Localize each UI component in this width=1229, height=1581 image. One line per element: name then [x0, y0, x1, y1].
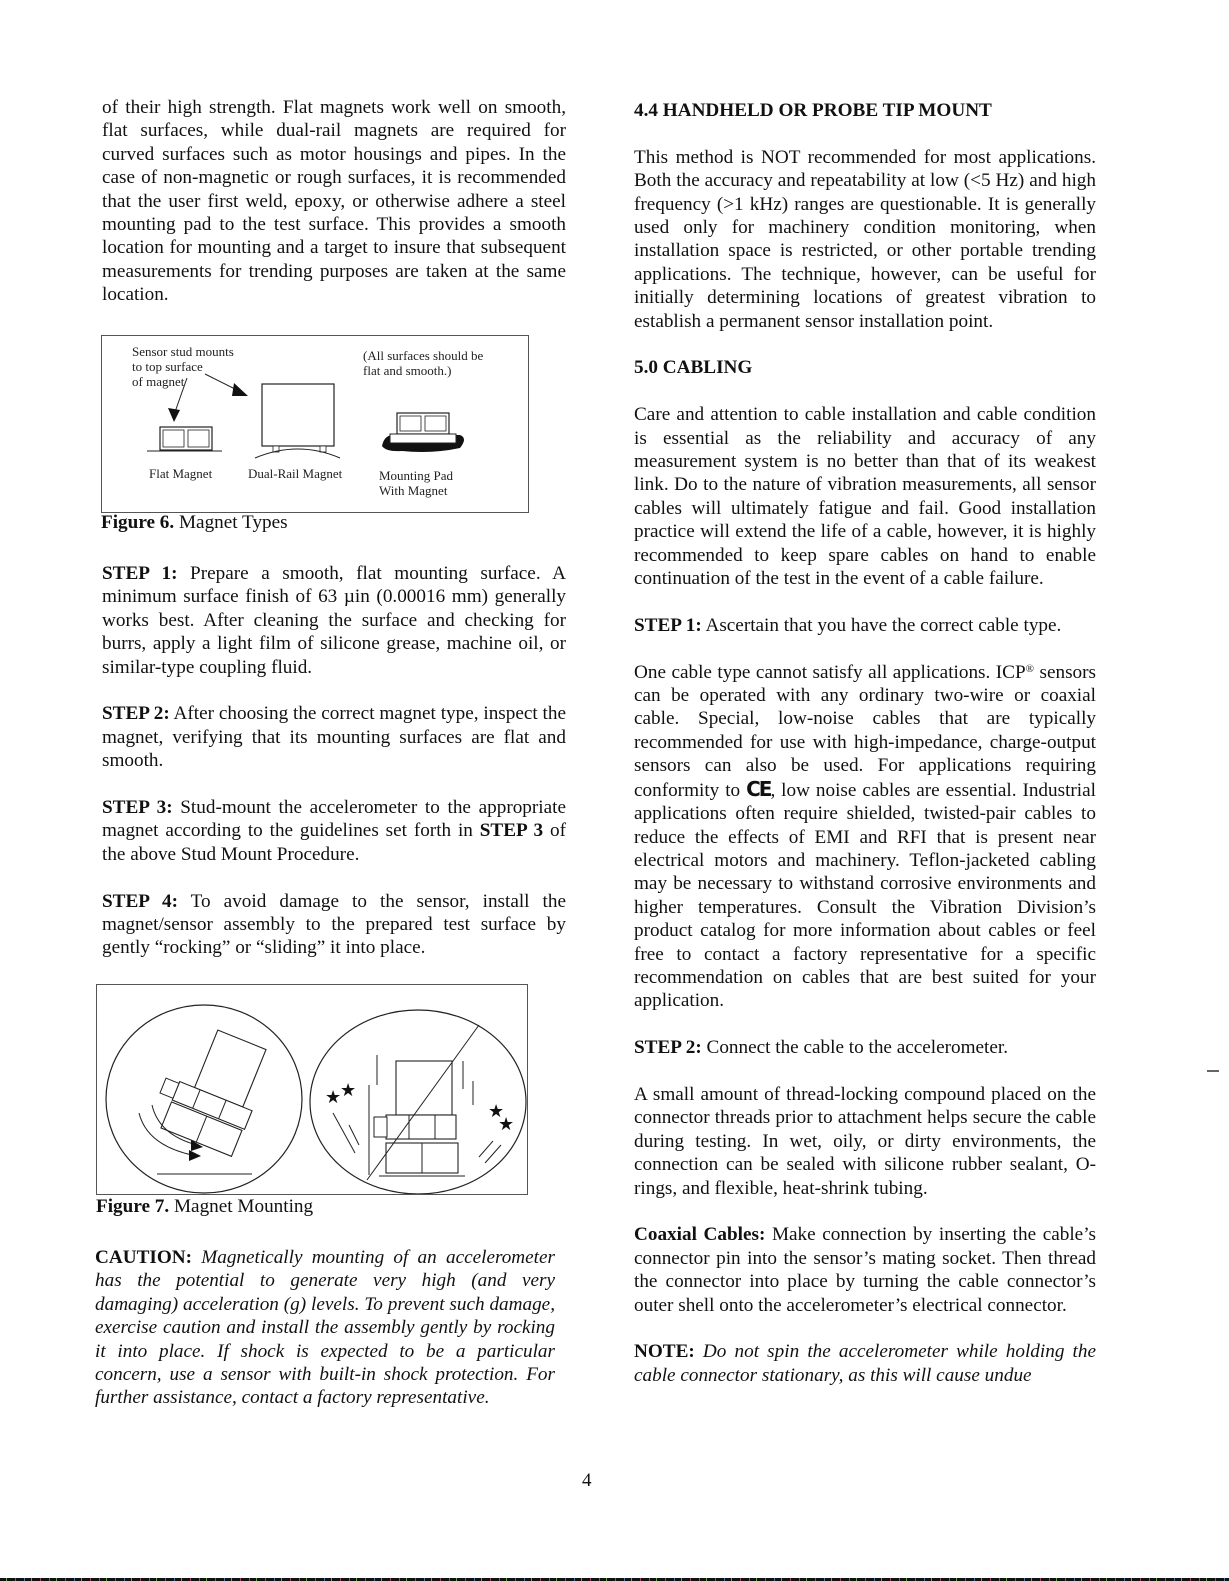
arrow-head-icon — [168, 408, 180, 422]
right-column — [634, 99, 1096, 1387]
threadlock-paragraph: A small amount of thread-locking compound placed on the connector threads prior to attachment helps secure the cable during testing. In wet, oily, or dirty environments, the connection can be sealed with silicone rubber sealant, O-rings, and flexible, heat-shrink tubing. — [634, 1083, 1096, 1199]
label-mounting-pad: Mounting Pad With Magnet — [379, 468, 454, 498]
star-icon: ★ — [325, 1087, 342, 1107]
arrow-head-icon — [232, 383, 248, 396]
coaxial-cables-paragraph: Coaxial Cables: Make connection by inserting the cable’s connector pin into the sensor’s mating socket. Then thread the connector into place by turning the cable connector’s outer shell onto the accelerometer’s electrical connector. — [634, 1224, 1096, 1316]
caution-block — [95, 1246, 555, 1410]
magnet-mounting-drawing — [97, 985, 527, 1194]
figure-6-caption: Figure 6. Magnet Types — [101, 512, 288, 533]
step-1: STEP 1: Prepare a smooth, flat mounting surface. A minimum surface finish of 63 µin (0.00016 mm) generally works best. After cleaning the surface and checking for burrs, apply a light film of silicone grease, machine oil, or similar-type coupling fluid. — [102, 563, 566, 678]
figure-7-magnet-mounting — [96, 984, 528, 1195]
dual-rail-magnet-icon — [255, 384, 340, 458]
section-4-4-heading: 4.4 HANDHELD OR PROBE TIP MOUNT — [634, 100, 992, 121]
star-icon: ★ — [498, 1114, 515, 1134]
star-icon: ★ — [340, 1080, 357, 1100]
label-dual-rail-magnet: Dual-Rail Magnet — [248, 466, 343, 481]
correct-rocking-icon — [106, 1005, 302, 1193]
intro-paragraph: of their high strength. Flat magnets work well on smooth, flat surfaces, while dual-rail magnets are required for curved surfaces such as motor housings and pipes. In the case of non-magnetic or rough surfaces, it is recommended that the user first weld, epoxy, or otherwise adhere a steel mounting pad to the test surface. This provides a smooth location for mounting and a target to insure that subsequent measurements for trending purposes are taken at the same location. — [102, 97, 566, 306]
incorrect-drop-icon — [310, 1010, 526, 1194]
ce-mark-icon: CE — [746, 776, 771, 801]
star-icon: ★ — [488, 1101, 505, 1121]
page-number: 4 — [582, 1470, 592, 1491]
cable-step-1: STEP 1: Ascertain that you have the correct cable type. — [634, 614, 1062, 636]
step-4: STEP 4: To avoid damage to the sensor, install the magnet/sensor assembly to the prepared test surface by gently “rocking” or “sliding” it into place. — [102, 890, 566, 959]
magnet-types-drawing — [102, 336, 528, 512]
flat-magnet-icon — [147, 427, 222, 451]
figure-7-caption: Figure 7. Magnet Mounting — [96, 1196, 314, 1217]
cable-step-2: STEP 2: Connect the cable to the accelerometer. — [634, 1037, 1009, 1059]
section-4-4-paragraph: This method is NOT recommended for most applications. Both the accuracy and repeatability at low (<5 Hz) and high frequency (>1 kHz) ranges are questionable. It is generally used only for machinery condition monitoring, when installation space is restricted, or other portable trending applications. The technique, however, can be useful for initially determining locations of greatest vibration to establish a permanent sensor installation point. — [634, 146, 1096, 332]
mounting-pad-magnet-icon — [382, 413, 464, 452]
caution-text: Magnetically mounting of an accelerometer has the potential to generate very high (and very damaging) acceleration (g) levels. To prevent such damage, exercise caution and install the assembly gently by rocking it into place. If shock is expected to be a particular concern, use a sensor with built-in shock protection. For further assistance, contact a factory representative. — [95, 1247, 555, 1409]
step-2: STEP 2: After choosing the correct magnet type, inspect the magnet, verifying that its mounting surfaces are flat and smooth. — [102, 703, 566, 772]
label-flat-magnet: Flat Magnet — [149, 466, 213, 481]
caution-label: CAUTION: — [95, 1247, 193, 1268]
cable-type-paragraph: One cable type cannot satisfy all applications. ICP® sensors can be operated with any ordinary two-wire or coaxial cable. Special, low-noise cables that are typically recommended for use with high-impedance, charge-output sensors can also be used. For applications requiring conformity to CE, low noise cables are essential. Industrial applications often require shielded, twisted-pair cables to reduce the effects of EMI and RFI that is present near electrical motors and machinery. Teflon-jacketed cabling may be necessary to withstand corrosive environments and higher temperatures. Consult the Vibration Division’s product catalog for more information about cables or feel free to contact a factory representative for a specific recommendation on cables that are best suited for your application. — [634, 661, 1096, 1012]
steps-block — [102, 562, 566, 960]
step-3: STEP 3: Stud-mount the accelerometer to the appropriate magnet according to the guidelines set forth in STEP 3 of the above Stud Mount Procedure. — [102, 797, 566, 865]
callout-flat-smooth: (All surfaces should be flat and smooth.) — [363, 348, 484, 378]
figure-6-magnet-types — [101, 335, 529, 513]
registered-mark: ® — [1025, 662, 1035, 675]
note-paragraph: NOTE: Do not spin the accelerometer while holding the cable connector stationary, as this will cause undue — [634, 1341, 1096, 1386]
section-5-0-heading: 5.0 CABLING — [634, 357, 753, 379]
left-column — [102, 96, 566, 307]
cabling-paragraph: Care and attention to cable installation and cable condition is essential as the reliability and accuracy of any measurement system is no better than that of its weakest link. Do to the nature of vibration measurements, all sensor cables will ultimately fatigue and fail. Good installation practice will extend the life of a cable, however, it is highly recommended to keep spare cables on hand to enable continuation of the test in the event of a cable failure. — [634, 404, 1096, 590]
scan-margin-mark — [1207, 1070, 1219, 1072]
callout-sensor-stud: Sensor stud mounts to top surface of magnet — [132, 344, 234, 389]
